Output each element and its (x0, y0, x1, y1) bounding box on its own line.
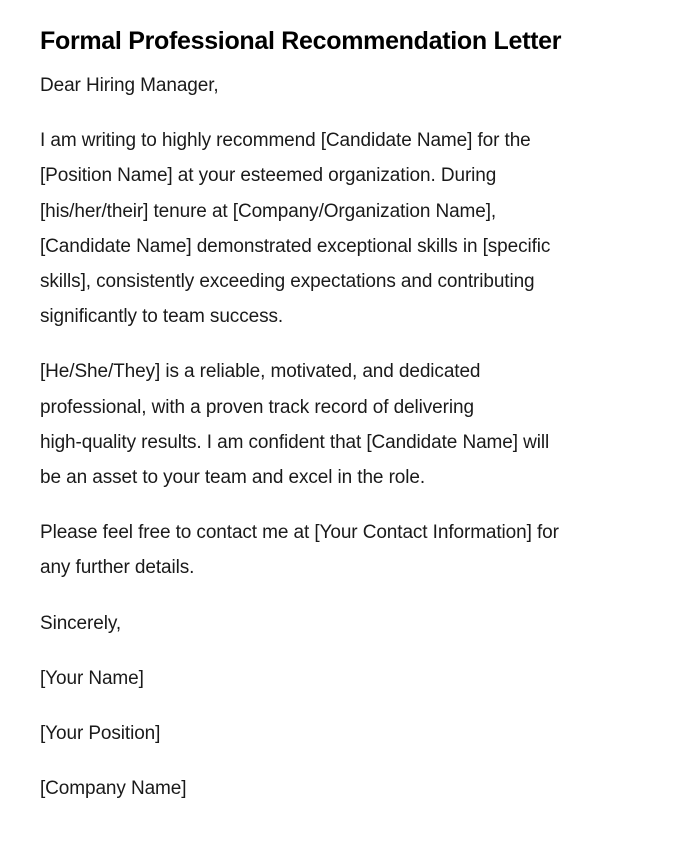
signature-company: [Company Name] (40, 778, 187, 800)
salutation: Dear Hiring Manager, (40, 75, 219, 96)
letter-title: Formal Professional Recommendation Letter (40, 27, 562, 55)
closing: Sincerely, (40, 612, 122, 634)
text-line: [Position Name] at your esteemed organization. During (40, 165, 497, 187)
text-line: professional, with a proven track record of delivering (40, 396, 474, 418)
signature-position: [Your Position] (40, 723, 161, 745)
body-paragraph-1 (40, 123, 660, 334)
text-line: high-quality results. I am confident that [Candidate Name] will (40, 431, 550, 453)
text-line: skills], consistently exceeding expectations and contributing (40, 271, 535, 293)
text-line: [He/She/They] is a reliable, motivated, and dedicated (40, 361, 481, 383)
text-line: [his/her/their] tenure at [Company/Organization Name], (40, 200, 497, 222)
text-line: be an asset to your team and excel in the role. (40, 467, 426, 489)
text-line: significantly to team success. (40, 306, 284, 328)
body-paragraph-2 (40, 354, 660, 495)
text-line: Please feel free to contact me at [Your Contact Information] for (40, 522, 559, 544)
body-paragraph-3 (40, 515, 660, 585)
text-line: I am writing to highly recommend [Candidate Name] for the (40, 130, 531, 152)
signature-name: [Your Name] (40, 667, 144, 689)
text-line: [Candidate Name] demonstrated exceptional skills in [specific (40, 235, 551, 257)
text-line: any further details. (40, 557, 195, 579)
